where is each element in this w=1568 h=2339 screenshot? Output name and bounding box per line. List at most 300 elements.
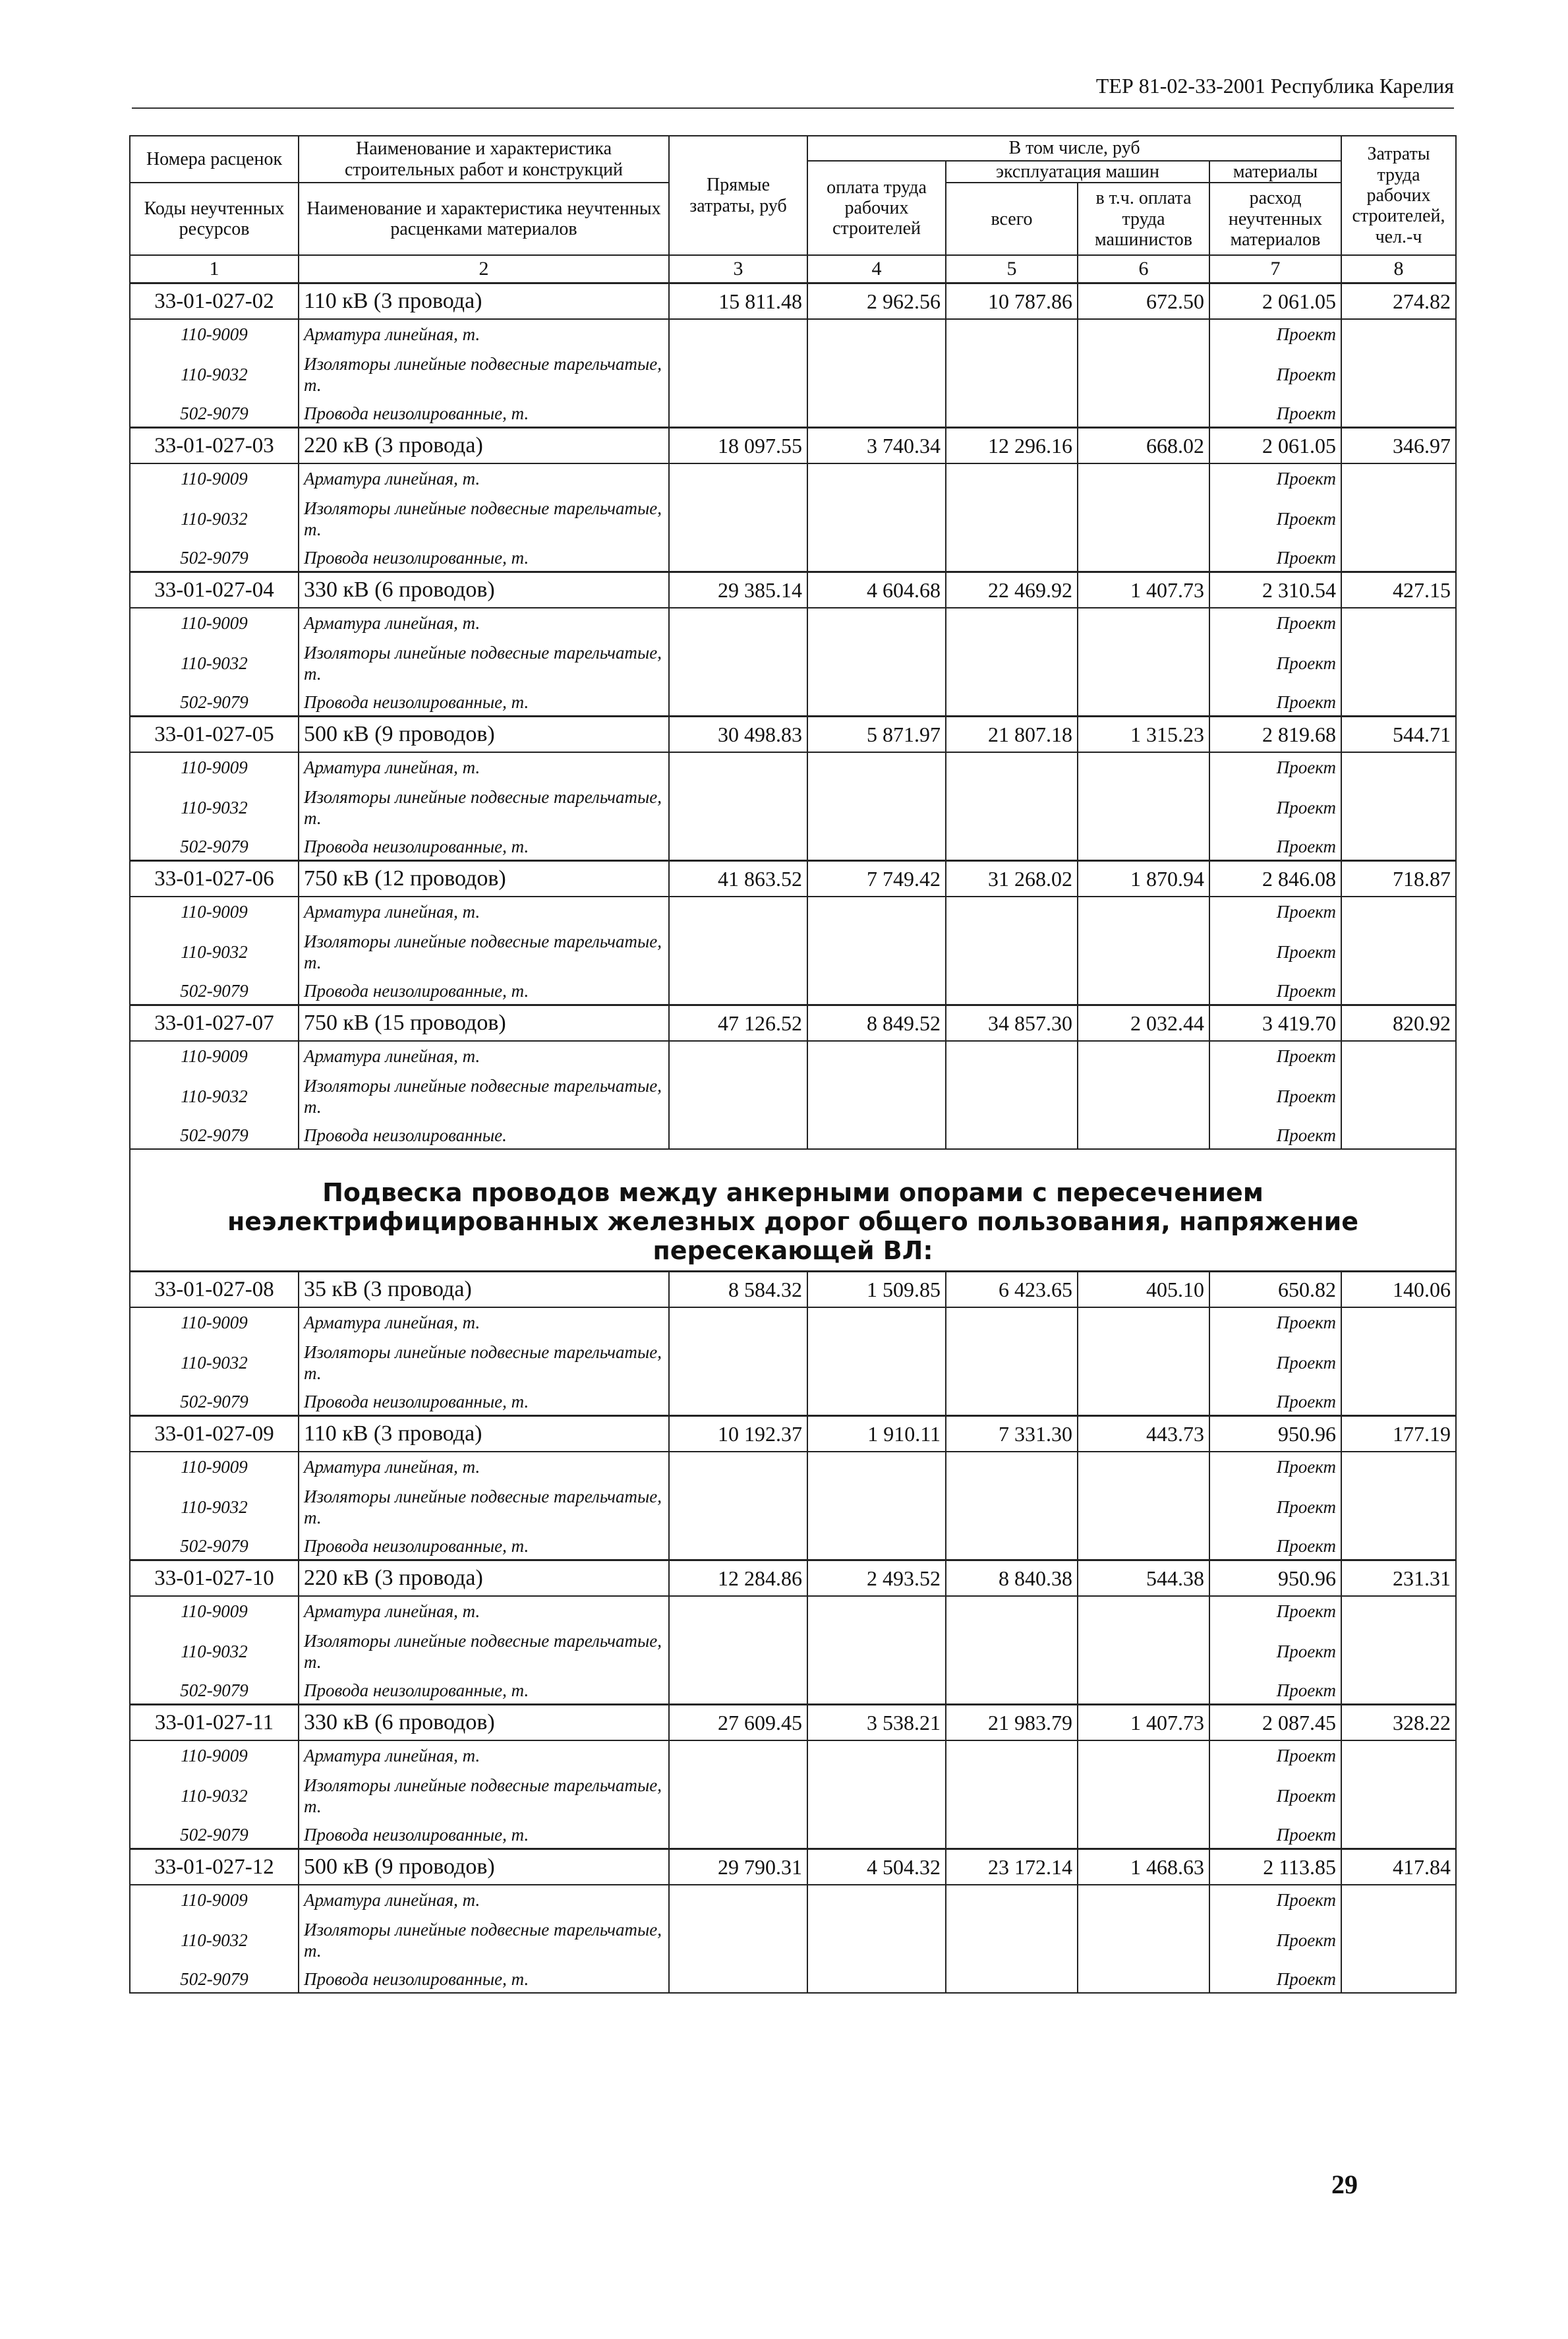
empty-cell — [669, 349, 807, 400]
empty-cell — [946, 1337, 1078, 1388]
empty-cell — [1078, 1041, 1209, 1071]
empty-cell — [807, 1885, 946, 1914]
empty-cell — [1078, 1740, 1209, 1770]
labor-costs-value: 274.82 — [1341, 283, 1456, 320]
empty-cell — [669, 1677, 807, 1705]
resource-name: Провода неизолированные, т. — [299, 1966, 669, 1993]
resource-name: Провода неизолированные, т. — [299, 978, 669, 1005]
resource-material: Проект — [1209, 833, 1341, 861]
resource-name: Арматура линейная, т. — [299, 1452, 669, 1481]
resource-row — [130, 689, 1456, 717]
resource-material: Проект — [1209, 637, 1341, 689]
empty-cell — [1341, 752, 1456, 782]
resource-row — [130, 400, 1456, 428]
empty-cell — [946, 1388, 1078, 1416]
rate-name: 500 кВ (9 проводов) — [299, 717, 669, 753]
empty-cell — [807, 833, 946, 861]
empty-cell — [1078, 637, 1209, 689]
empty-cell — [807, 1452, 946, 1481]
resource-row — [130, 1885, 1456, 1914]
empty-cell — [807, 1337, 946, 1388]
resource-code: 110-9009 — [130, 463, 299, 493]
empty-cell — [1341, 608, 1456, 637]
resource-name: Изоляторы линейные подвесные тарельчатые, т. — [299, 637, 669, 689]
empty-cell — [1341, 1885, 1456, 1914]
machinist-pay-value: 1 407.73 — [1078, 572, 1209, 608]
empty-cell — [946, 463, 1078, 493]
empty-cell — [807, 689, 946, 717]
materials-value: 950.96 — [1209, 1560, 1341, 1597]
empty-cell — [1341, 897, 1456, 926]
resource-code: 110-9032 — [130, 1337, 299, 1388]
empty-cell — [946, 782, 1078, 833]
empty-cell — [1341, 1388, 1456, 1416]
empty-cell — [669, 689, 807, 717]
empty-cell — [669, 493, 807, 545]
rate-row — [130, 1849, 1456, 1885]
resource-row — [130, 1452, 1456, 1481]
labor-costs-value: 346.97 — [1341, 428, 1456, 464]
worker-pay-value: 8 849.52 — [807, 1005, 946, 1042]
resource-material: Проект — [1209, 463, 1341, 493]
rates-group-a — [130, 283, 1456, 1150]
empty-cell — [807, 1596, 946, 1626]
empty-cell — [1078, 1885, 1209, 1914]
empty-cell — [807, 1740, 946, 1770]
machine-total-value: 6 423.65 — [946, 1272, 1078, 1308]
rates-table — [129, 135, 1457, 1994]
rate-code: 33-01-027-07 — [130, 1005, 299, 1042]
resource-row — [130, 1914, 1456, 1966]
empty-cell — [1341, 545, 1456, 572]
resource-row — [130, 978, 1456, 1005]
worker-pay-value: 2 962.56 — [807, 283, 946, 320]
resource-material: Проект — [1209, 1966, 1341, 1993]
labor-costs-value: 427.15 — [1341, 572, 1456, 608]
empty-cell — [1078, 978, 1209, 1005]
empty-cell — [946, 978, 1078, 1005]
machine-total-value: 7 331.30 — [946, 1416, 1078, 1452]
direct-costs-value: 18 097.55 — [669, 428, 807, 464]
empty-cell — [807, 1626, 946, 1677]
resource-material: Проект — [1209, 1337, 1341, 1388]
resource-material: Проект — [1209, 1071, 1341, 1122]
resource-name: Провода неизолированные, т. — [299, 1677, 669, 1705]
empty-cell — [1341, 1533, 1456, 1560]
empty-cell — [1341, 1677, 1456, 1705]
direct-costs-value: 29 385.14 — [669, 572, 807, 608]
empty-cell — [1078, 319, 1209, 349]
page-header: ТЕР 81-02-33-2001 Республика Карелия — [132, 74, 1454, 109]
machinist-pay-value: 1 468.63 — [1078, 1849, 1209, 1885]
labor-costs-value: 417.84 — [1341, 1849, 1456, 1885]
machinist-pay-value: 668.02 — [1078, 428, 1209, 464]
empty-cell — [946, 1071, 1078, 1122]
empty-cell — [946, 545, 1078, 572]
resource-material: Проект — [1209, 1821, 1341, 1849]
direct-costs-value: 10 192.37 — [669, 1416, 807, 1452]
empty-cell — [807, 608, 946, 637]
column-number: 7 — [1209, 255, 1341, 283]
machinist-pay-value: 443.73 — [1078, 1416, 1209, 1452]
resource-name: Изоляторы линейные подвесные тарельчатые, т. — [299, 1626, 669, 1677]
empty-cell — [807, 637, 946, 689]
resource-material: Проект — [1209, 349, 1341, 400]
empty-cell — [807, 752, 946, 782]
labor-costs-value: 177.19 — [1341, 1416, 1456, 1452]
header-incl-rub: В том числе, руб — [807, 136, 1341, 161]
empty-cell — [669, 1533, 807, 1560]
rate-row — [130, 283, 1456, 320]
direct-costs-value: 47 126.52 — [669, 1005, 807, 1042]
empty-cell — [1078, 493, 1209, 545]
materials-value: 2 113.85 — [1209, 1849, 1341, 1885]
resource-name: Изоляторы линейные подвесные тарельчатые, т. — [299, 926, 669, 978]
machinist-pay-value: 1 870.94 — [1078, 861, 1209, 897]
rate-name: 110 кВ (3 провода) — [299, 283, 669, 320]
section-title: Подвеска проводов между анкерными опорами с пересечением неэлектрифицированных железных дорог общего пользования, напряжение пересекающей ВЛ: — [227, 1178, 1358, 1265]
materials-value: 2 061.05 — [1209, 428, 1341, 464]
empty-cell — [669, 1740, 807, 1770]
resource-code: 110-9032 — [130, 1914, 299, 1966]
empty-cell — [1078, 833, 1209, 861]
resource-row — [130, 1966, 1456, 1993]
resource-name: Провода неизолированные, т. — [299, 1533, 669, 1560]
empty-cell — [669, 752, 807, 782]
empty-cell — [946, 319, 1078, 349]
empty-cell — [807, 1533, 946, 1560]
materials-value: 650.82 — [1209, 1272, 1341, 1308]
rate-name: 750 кВ (12 проводов) — [299, 861, 669, 897]
resource-code: 502-9079 — [130, 689, 299, 717]
empty-cell — [946, 1966, 1078, 1993]
resource-name: Провода неизолированные, т. — [299, 400, 669, 428]
resource-code: 110-9009 — [130, 608, 299, 637]
empty-cell — [946, 1481, 1078, 1533]
empty-cell — [669, 1966, 807, 1993]
empty-cell — [669, 1770, 807, 1821]
empty-cell — [669, 545, 807, 572]
worker-pay-value: 3 538.21 — [807, 1705, 946, 1741]
resource-name: Провода неизолированные, т. — [299, 545, 669, 572]
empty-cell — [946, 1122, 1078, 1149]
rates-group-b — [130, 1272, 1456, 1994]
table-header — [130, 136, 1456, 283]
empty-cell — [1341, 1041, 1456, 1071]
resource-name: Арматура линейная, т. — [299, 1041, 669, 1071]
resource-name: Провода неизолированные, т. — [299, 689, 669, 717]
resource-code: 110-9032 — [130, 926, 299, 978]
resource-row — [130, 545, 1456, 572]
materials-value: 2 819.68 — [1209, 717, 1341, 753]
resource-row — [130, 463, 1456, 493]
resource-name: Арматура линейная, т. — [299, 1740, 669, 1770]
empty-cell — [669, 926, 807, 978]
empty-cell — [1078, 1337, 1209, 1388]
empty-cell — [807, 897, 946, 926]
materials-value: 2 087.45 — [1209, 1705, 1341, 1741]
resource-name: Изоляторы линейные подвесные тарельчатые, т. — [299, 1914, 669, 1966]
resource-code: 110-9009 — [130, 897, 299, 926]
empty-cell — [669, 1041, 807, 1071]
header-materials-unaccounted: расход неучтенных материалов — [1209, 183, 1341, 255]
machinist-pay-value: 1 315.23 — [1078, 717, 1209, 753]
machine-total-value: 22 469.92 — [946, 572, 1078, 608]
empty-cell — [1078, 1452, 1209, 1481]
empty-cell — [946, 493, 1078, 545]
resource-row — [130, 752, 1456, 782]
resource-code: 110-9009 — [130, 1041, 299, 1071]
empty-cell — [669, 1122, 807, 1149]
machine-total-value: 12 296.16 — [946, 428, 1078, 464]
resource-code: 502-9079 — [130, 1533, 299, 1560]
direct-costs-value: 12 284.86 — [669, 1560, 807, 1597]
empty-cell — [1341, 463, 1456, 493]
resource-material: Проект — [1209, 926, 1341, 978]
empty-cell — [1078, 400, 1209, 428]
rate-row — [130, 1705, 1456, 1741]
resource-name: Провода неизолированные, т. — [299, 1821, 669, 1849]
empty-cell — [807, 1914, 946, 1966]
empty-cell — [1341, 1914, 1456, 1966]
empty-cell — [807, 1770, 946, 1821]
resource-code: 110-9009 — [130, 1885, 299, 1914]
header-machinist-pay: в т.ч. оплата труда машинистов — [1078, 183, 1209, 255]
materials-value: 2 061.05 — [1209, 283, 1341, 320]
header-machine-ops: эксплуатация машин — [946, 161, 1209, 183]
labor-costs-value: 328.22 — [1341, 1705, 1456, 1741]
empty-cell — [946, 1307, 1078, 1337]
resource-name: Изоляторы линейные подвесные тарельчатые, т. — [299, 1337, 669, 1388]
machinist-pay-value: 544.38 — [1078, 1560, 1209, 1597]
rate-code: 33-01-027-03 — [130, 428, 299, 464]
empty-cell — [1078, 1122, 1209, 1149]
resource-material: Проект — [1209, 319, 1341, 349]
resource-name: Арматура линейная, т. — [299, 752, 669, 782]
column-number: 8 — [1341, 255, 1456, 283]
header-rate-numbers: Номера расценок — [130, 136, 299, 183]
rate-code: 33-01-027-10 — [130, 1560, 299, 1597]
resource-row — [130, 1740, 1456, 1770]
worker-pay-value: 2 493.52 — [807, 1560, 946, 1597]
machine-total-value: 31 268.02 — [946, 861, 1078, 897]
empty-cell — [1078, 1533, 1209, 1560]
empty-cell — [1341, 1481, 1456, 1533]
resource-material: Проект — [1209, 1626, 1341, 1677]
machine-total-value: 23 172.14 — [946, 1849, 1078, 1885]
empty-cell — [1078, 1388, 1209, 1416]
resource-code: 110-9032 — [130, 1071, 299, 1122]
empty-cell — [1341, 1966, 1456, 1993]
empty-cell — [1078, 463, 1209, 493]
materials-value: 2 310.54 — [1209, 572, 1341, 608]
empty-cell — [807, 1481, 946, 1533]
empty-cell — [1341, 319, 1456, 349]
empty-cell — [946, 689, 1078, 717]
column-numbers-row — [130, 255, 1456, 283]
resource-code: 110-9009 — [130, 1452, 299, 1481]
rate-code: 33-01-027-12 — [130, 1849, 299, 1885]
resource-row — [130, 1821, 1456, 1849]
empty-cell — [1341, 1821, 1456, 1849]
rate-row — [130, 861, 1456, 897]
empty-cell — [1078, 1071, 1209, 1122]
empty-cell — [1341, 782, 1456, 833]
empty-cell — [1078, 1770, 1209, 1821]
materials-value: 950.96 — [1209, 1416, 1341, 1452]
empty-cell — [669, 1914, 807, 1966]
empty-cell — [1078, 752, 1209, 782]
resource-row — [130, 782, 1456, 833]
rate-code: 33-01-027-05 — [130, 717, 299, 753]
resource-row — [130, 1337, 1456, 1388]
rate-name: 330 кВ (6 проводов) — [299, 572, 669, 608]
resource-row — [130, 1533, 1456, 1560]
resource-row — [130, 493, 1456, 545]
resource-row — [130, 897, 1456, 926]
empty-cell — [1341, 1071, 1456, 1122]
empty-cell — [1078, 1481, 1209, 1533]
resource-material: Проект — [1209, 1481, 1341, 1533]
labor-costs-value: 718.87 — [1341, 861, 1456, 897]
machine-total-value: 8 840.38 — [946, 1560, 1078, 1597]
resource-code: 110-9032 — [130, 349, 299, 400]
resource-code: 110-9032 — [130, 1770, 299, 1821]
machinist-pay-value: 672.50 — [1078, 283, 1209, 320]
empty-cell — [946, 637, 1078, 689]
resource-code: 110-9032 — [130, 1626, 299, 1677]
empty-cell — [669, 1452, 807, 1481]
resource-row — [130, 1388, 1456, 1416]
header-direct-costs: Прямые затраты, руб — [669, 136, 807, 255]
direct-costs-value: 15 811.48 — [669, 283, 807, 320]
resource-row — [130, 1596, 1456, 1626]
resource-code: 502-9079 — [130, 1122, 299, 1149]
resource-material: Проект — [1209, 1388, 1341, 1416]
empty-cell — [1341, 926, 1456, 978]
resource-material: Проект — [1209, 752, 1341, 782]
resource-code: 110-9009 — [130, 319, 299, 349]
worker-pay-value: 4 504.32 — [807, 1849, 946, 1885]
empty-cell — [1078, 1821, 1209, 1849]
empty-cell — [1078, 689, 1209, 717]
column-number: 4 — [807, 255, 946, 283]
resource-material: Проект — [1209, 1307, 1341, 1337]
empty-cell — [669, 1481, 807, 1533]
resource-name: Изоляторы линейные подвесные тарельчатые, т. — [299, 493, 669, 545]
rate-code: 33-01-027-06 — [130, 861, 299, 897]
resource-material: Проект — [1209, 1452, 1341, 1481]
empty-cell — [946, 926, 1078, 978]
empty-cell — [669, 1885, 807, 1914]
rate-row — [130, 428, 1456, 464]
empty-cell — [1341, 1770, 1456, 1821]
empty-cell — [669, 1821, 807, 1849]
resource-material: Проект — [1209, 545, 1341, 572]
empty-cell — [669, 637, 807, 689]
direct-costs-value: 30 498.83 — [669, 717, 807, 753]
empty-cell — [669, 608, 807, 637]
resource-code: 110-9009 — [130, 1596, 299, 1626]
rate-code: 33-01-027-08 — [130, 1272, 299, 1308]
worker-pay-value: 4 604.68 — [807, 572, 946, 608]
empty-cell — [946, 1626, 1078, 1677]
empty-cell — [1341, 493, 1456, 545]
empty-cell — [1078, 1626, 1209, 1677]
empty-cell — [669, 1307, 807, 1337]
resource-name: Провода неизолированные. — [299, 1122, 669, 1149]
direct-costs-value: 8 584.32 — [669, 1272, 807, 1308]
empty-cell — [807, 782, 946, 833]
rate-row — [130, 1272, 1456, 1308]
header-resource-codes: Коды неучтенных ресурсов — [130, 183, 299, 255]
rate-code: 33-01-027-02 — [130, 283, 299, 320]
empty-cell — [807, 1041, 946, 1071]
empty-cell — [1078, 608, 1209, 637]
resource-row — [130, 319, 1456, 349]
labor-costs-value: 820.92 — [1341, 1005, 1456, 1042]
resource-row — [130, 1041, 1456, 1071]
empty-cell — [669, 897, 807, 926]
resource-name: Провода неизолированные, т. — [299, 1388, 669, 1416]
empty-cell — [807, 493, 946, 545]
empty-cell — [946, 1533, 1078, 1560]
rate-name: 220 кВ (3 провода) — [299, 428, 669, 464]
resource-name: Арматура линейная, т. — [299, 319, 669, 349]
empty-cell — [669, 1626, 807, 1677]
resource-code: 110-9032 — [130, 637, 299, 689]
empty-cell — [946, 1821, 1078, 1849]
resource-material: Проект — [1209, 493, 1341, 545]
worker-pay-value: 7 749.42 — [807, 861, 946, 897]
rate-code: 33-01-027-09 — [130, 1416, 299, 1452]
resource-row — [130, 926, 1456, 978]
resource-code: 502-9079 — [130, 400, 299, 428]
empty-cell — [1078, 897, 1209, 926]
resource-row — [130, 349, 1456, 400]
column-number: 6 — [1078, 255, 1209, 283]
empty-cell — [1341, 1452, 1456, 1481]
empty-cell — [1078, 1914, 1209, 1966]
machinist-pay-value: 405.10 — [1078, 1272, 1209, 1308]
empty-cell — [1341, 1122, 1456, 1149]
column-number: 3 — [669, 255, 807, 283]
empty-cell — [1341, 833, 1456, 861]
empty-cell — [807, 1966, 946, 1993]
resource-code: 502-9079 — [130, 978, 299, 1005]
empty-cell — [1078, 349, 1209, 400]
empty-cell — [946, 1452, 1078, 1481]
machinist-pay-value: 2 032.44 — [1078, 1005, 1209, 1042]
resource-material: Проект — [1209, 1677, 1341, 1705]
labor-costs-value: 544.71 — [1341, 717, 1456, 753]
empty-cell — [669, 463, 807, 493]
empty-cell — [946, 833, 1078, 861]
worker-pay-value: 3 740.34 — [807, 428, 946, 464]
rate-name: 500 кВ (9 проводов) — [299, 1849, 669, 1885]
resource-material: Проект — [1209, 689, 1341, 717]
resource-name: Арматура линейная, т. — [299, 463, 669, 493]
empty-cell — [1341, 1740, 1456, 1770]
rate-row — [130, 1560, 1456, 1597]
empty-cell — [1341, 1307, 1456, 1337]
empty-cell — [807, 545, 946, 572]
resource-material: Проект — [1209, 1041, 1341, 1071]
worker-pay-value: 5 871.97 — [807, 717, 946, 753]
resource-row — [130, 637, 1456, 689]
resource-name: Арматура линейная, т. — [299, 897, 669, 926]
materials-value: 2 846.08 — [1209, 861, 1341, 897]
